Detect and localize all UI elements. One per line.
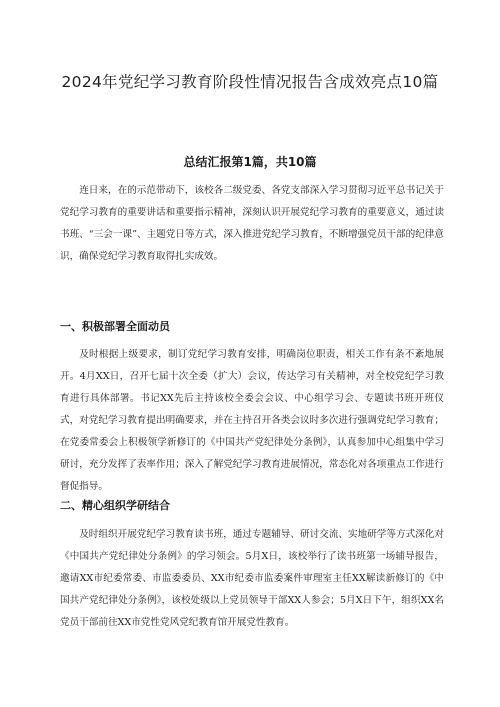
section-paragraph-1: 及时根据上级要求，制订党纪学习教育安排，明确岗位职责，相关工作有条不紊地展开。4月XX日，召开七届十次全委（扩大）会议，传达学习有关精神，对全校党纪学习教育进行具体部署。书记XX先后主持该校全委会会议、中心组学习会、专题读书班开班仪式，对党纪学习教育提出明确要求，并在主持召开各类会议时多次进行强调党纪学习教育；在党委常委会上积极领学新修订的《中国共产党纪律处分条例》，认真参加中心组集中学习研讨，充分发挥了表率作用；深入了解党纪学习教育进展情况，常态化对各项重点工作进行督促指导。 [60,349,444,492]
section-heading-1: 一、积极部署全面动员 [60,320,170,333]
section-heading-2: 二、精心组织学研结合 [60,499,170,512]
document-subtitle: 总结汇报第1篇，共10篇 [183,155,317,169]
document-title: 2024年党纪学习教育阶段性情况报告含成效亮点10篇 [61,73,439,91]
section-paragraph-2: 及时组织开展党纪学习教育读书班，通过专题辅导、研讨交流、实地研学等方式深化对《中国共产党纪律处分条例》的学习领会。5月X日，该校举行了读书班第一场辅导报告，邀请XX市纪委常委、市监委委员、XX市纪委市监委案件审理室主任XX解读新修订的《中国共产党纪律处分条例》，该校处级以上党员领导干部XX人参会；5月X日下午，组织XX名党员干部前往XX市党性党风党纪教育馆开展党性教育。 [60,529,444,628]
intro-paragraph: 连日来，在的示范带动下，该校各二级党委、各党支部深入学习贯彻习近平总书记关于党纪学习教育的重要讲话和重要指示精神，深刻认识开展党纪学习教育的重要意义，通过读书班、“三会一课”、主题党日等方式，深入推进党纪学习教育，不断增强党员干部的纪律意识，确保党纪学习教育取得扎实成效。 [60,185,444,262]
